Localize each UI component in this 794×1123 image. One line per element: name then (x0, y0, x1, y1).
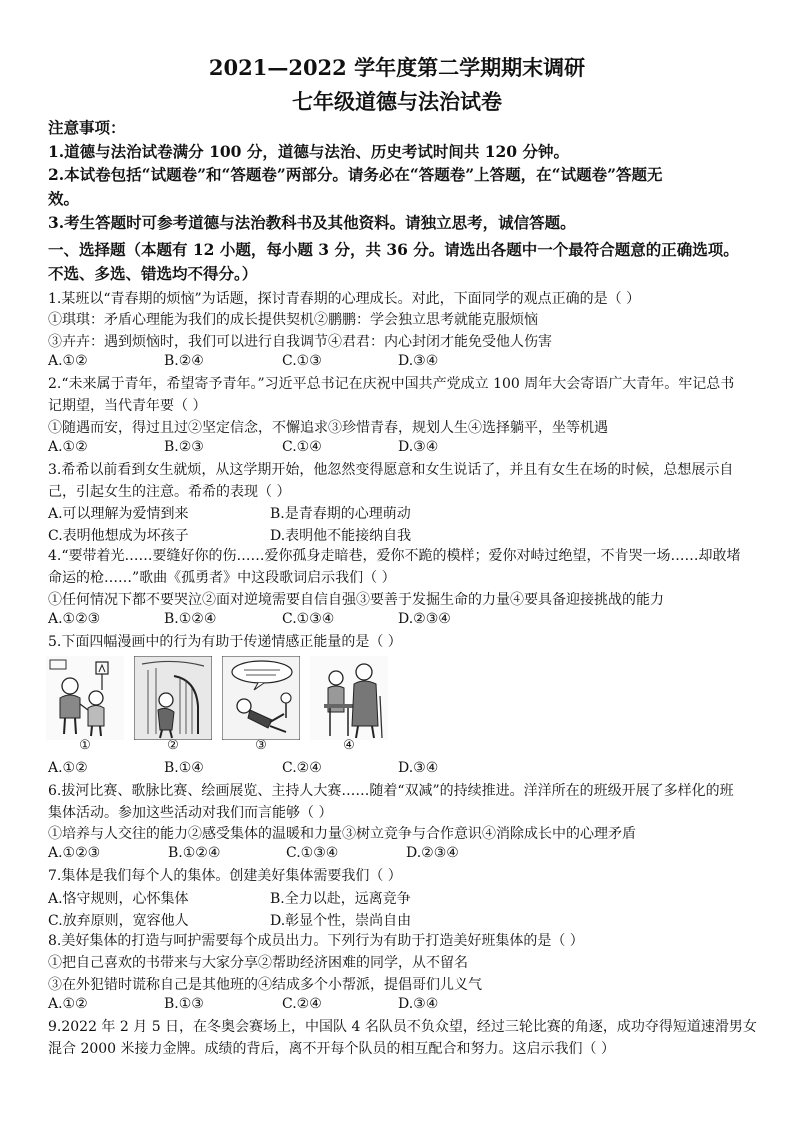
q3-options-row-2 (48, 525, 748, 545)
q3-option-a[interactable]: A.可以理解为爱情到来 (48, 506, 189, 522)
q7-option-a[interactable]: A.恪守规则，心怀集体 (48, 891, 189, 907)
q4-options (48, 611, 748, 631)
q8-option-d[interactable]: D.③④ (398, 996, 439, 1012)
q7-options-row-2 (48, 910, 748, 930)
q8-statement-1: ①把自己喜欢的书带来与大家分享②帮助经济困难的同学，从不留名 (48, 955, 468, 971)
comic-4-label: ④ (343, 738, 355, 753)
q3-stem-2: 己，引起女生的注意。希希的表现（ ） (48, 484, 291, 500)
q2-option-d[interactable]: D.③④ (398, 439, 439, 455)
q5-option-a[interactable]: A.①② (48, 760, 88, 776)
section-heading-2: 不选、多选、错选均不得分。） (48, 264, 258, 283)
q9-stem-1: 9.2022 年 2 月 5 日，在冬奥会赛场上，中国队 4 名队员不负众望，经过三轮比赛的角逐，成功夺得短道速滑男女 (48, 1019, 757, 1035)
q6-statement-1: ①培养与人交往的能力②感受集体的温暖和力量③树立竞争与合作意识④消除成长中的心理矛盾 (48, 826, 636, 842)
q7-option-b[interactable]: B.全力以赴，远离竞争 (270, 891, 411, 907)
q5-option-b[interactable]: B.①④ (164, 760, 204, 776)
q4-option-b[interactable]: B.①②④ (164, 611, 217, 627)
q9-stem-2: 混合 2000 米接力金牌。成绩的背后，离不开每个队员的相互配合和努力。这启示我们（ ） (48, 1041, 615, 1057)
q2-options (48, 439, 748, 459)
q5-options (48, 760, 748, 780)
notice-2a: 2.本试卷包括“试题卷”和“答题卷”两部分。请务必在“答题卷”上答题，在“试题卷”答题无 (48, 165, 663, 184)
comic-2-label: ② (167, 738, 179, 753)
q3-option-c[interactable]: C.表明他想成为坏孩子 (48, 528, 189, 544)
q8-option-a[interactable]: A.①② (48, 996, 88, 1012)
section-heading-1: 一、选择题（本题有 12 小题，每小题 3 分，共 36 分。请选出各题中一个最符合题意的正确选项。 (48, 240, 739, 259)
comic-1-label: ① (79, 738, 91, 753)
q3-options-row-1 (48, 503, 748, 523)
q1-stem: 1.某班以“青春期的烦恼”为话题，探讨青春期的心理成长。对此，下面同学的观点正确的是（ ） (48, 291, 641, 307)
q5-option-d[interactable]: D.③④ (398, 760, 439, 776)
q1-option-a[interactable]: A.①② (48, 353, 88, 369)
q5-comic-strip (46, 656, 406, 752)
q6-option-b[interactable]: B.①②④ (168, 845, 221, 861)
q8-option-b[interactable]: B.①③ (164, 996, 204, 1012)
notice-3: 3.考生答题时可参考道德与法治教科书及其他资料。请独立思考，诚信答题。 (48, 213, 576, 232)
q4-stem-1: 4.“要带着光……要缝好你的伤……爱你孤身走暗巷，爱你不跪的模样；爱你对峙过绝望，不肯哭一场……却敢堵 (48, 548, 741, 564)
q2-option-b[interactable]: B.②③ (164, 439, 204, 455)
comic-2-illustration (134, 656, 212, 740)
exam-title: 2021—2022 学年度第二学期期末调研 (208, 55, 586, 80)
q1-option-c[interactable]: C.①③ (282, 353, 322, 369)
q3-option-d[interactable]: D.表明他不能接纳自我 (270, 528, 412, 544)
q6-option-c[interactable]: C.①③④ (286, 845, 339, 861)
q7-stem: 7.集体是我们每个人的集体。创建美好集体需要我们（ ） (48, 868, 402, 884)
comic-3-illustration (222, 656, 300, 740)
q6-stem-2: 集体活动。参加这些活动对我们而言能够（ ） (48, 805, 333, 821)
q1-option-d[interactable]: D.③④ (398, 353, 439, 369)
q1-statement-1: ①琪琪：矛盾心理能为我们的成长提供契机②鹏鹏：学会独立思考就能克服烦恼 (48, 312, 538, 328)
q6-option-a[interactable]: A.①②③ (48, 845, 101, 861)
comic-1-illustration (46, 656, 124, 740)
notice-heading: 注意事项： (48, 118, 126, 137)
q8-statement-2: ③在外犯错时谎称自己是其他班的④结成多个小帮派，提倡哥们儿义气 (48, 977, 482, 993)
q2-option-a[interactable]: A.①② (48, 439, 88, 455)
q1-option-b[interactable]: B.②④ (164, 353, 204, 369)
q6-options (48, 845, 748, 865)
q3-option-b[interactable]: B.是青春期的心理萌动 (270, 506, 411, 522)
q4-stem-2: 命运的枪……”歌曲《孤勇者》中这段歌词启示我们（ ） (48, 570, 396, 586)
q2-stem-1: 2.“未来属于青年，希望寄予青年。”习近平总书记在庆祝中国共产党成立 100 周年大会寄语广大青年。牢记总书 (48, 376, 735, 392)
q7-options-row-1 (48, 888, 748, 908)
q4-statement-1: ①任何情况下都不要哭泣②面对逆境需要自信自强③要善于发掘生命的力量④要具备迎接挑战的能力 (48, 592, 664, 608)
q1-options (48, 353, 748, 373)
q8-option-c[interactable]: C.②④ (282, 996, 322, 1012)
q7-option-c[interactable]: C.放弃原则，宽容他人 (48, 913, 189, 929)
comic-4-illustration (310, 656, 388, 740)
q6-option-d[interactable]: D.②③④ (406, 845, 459, 861)
q1-statement-2: ③卉卉：遇到烦恼时，我们可以进行自我调节④君君：内心封闭才能免受他人伤害 (48, 334, 552, 350)
q4-option-a[interactable]: A.①②③ (48, 611, 101, 627)
q4-option-c[interactable]: C.①③④ (282, 611, 335, 627)
notice-1: 1.道德与法治试卷满分 100 分，道德与法治、历史考试时间共 120 分钟。 (48, 142, 569, 161)
q8-options (48, 996, 748, 1016)
q7-option-d[interactable]: D.彰显个性，崇尚自由 (270, 913, 412, 929)
q5-option-c[interactable]: C.②④ (282, 760, 322, 776)
q8-stem: 8.美好集体的打造与呵护需要每个成员出力。下列行为有助于打造美好班集体的是（ ） (48, 933, 584, 949)
q3-stem-1: 3.希希以前看到女生就烦，从这学期开始，他忽然变得愿意和女生说话了，并且有女生在场的时候，总想展示自 (48, 462, 734, 478)
q5-stem: 5.下面四幅漫画中的行为有助于传递情感正能量的是（ ） (48, 634, 402, 650)
exam-subtitle: 七年级道德与法治试卷 (292, 89, 502, 114)
q2-statement-1: ①随遇而安，得过且过②坚定信念，不懈追求③珍惜青春，规划人生④选择躺平，坐等机遇 (48, 420, 608, 436)
notice-2b: 效。 (48, 189, 80, 208)
q2-option-c[interactable]: C.①④ (282, 439, 322, 455)
q4-option-d[interactable]: D.②③④ (398, 611, 451, 627)
comic-3-label: ③ (255, 738, 267, 753)
q2-stem-2: 记期望，当代青年要（ ） (48, 398, 207, 414)
q6-stem-1: 6.拔河比赛、歌脉比赛、绘画展览、主持人大赛……随着“双减”的持续推进。洋洋所在的班级开展了多样化的班 (48, 783, 734, 799)
